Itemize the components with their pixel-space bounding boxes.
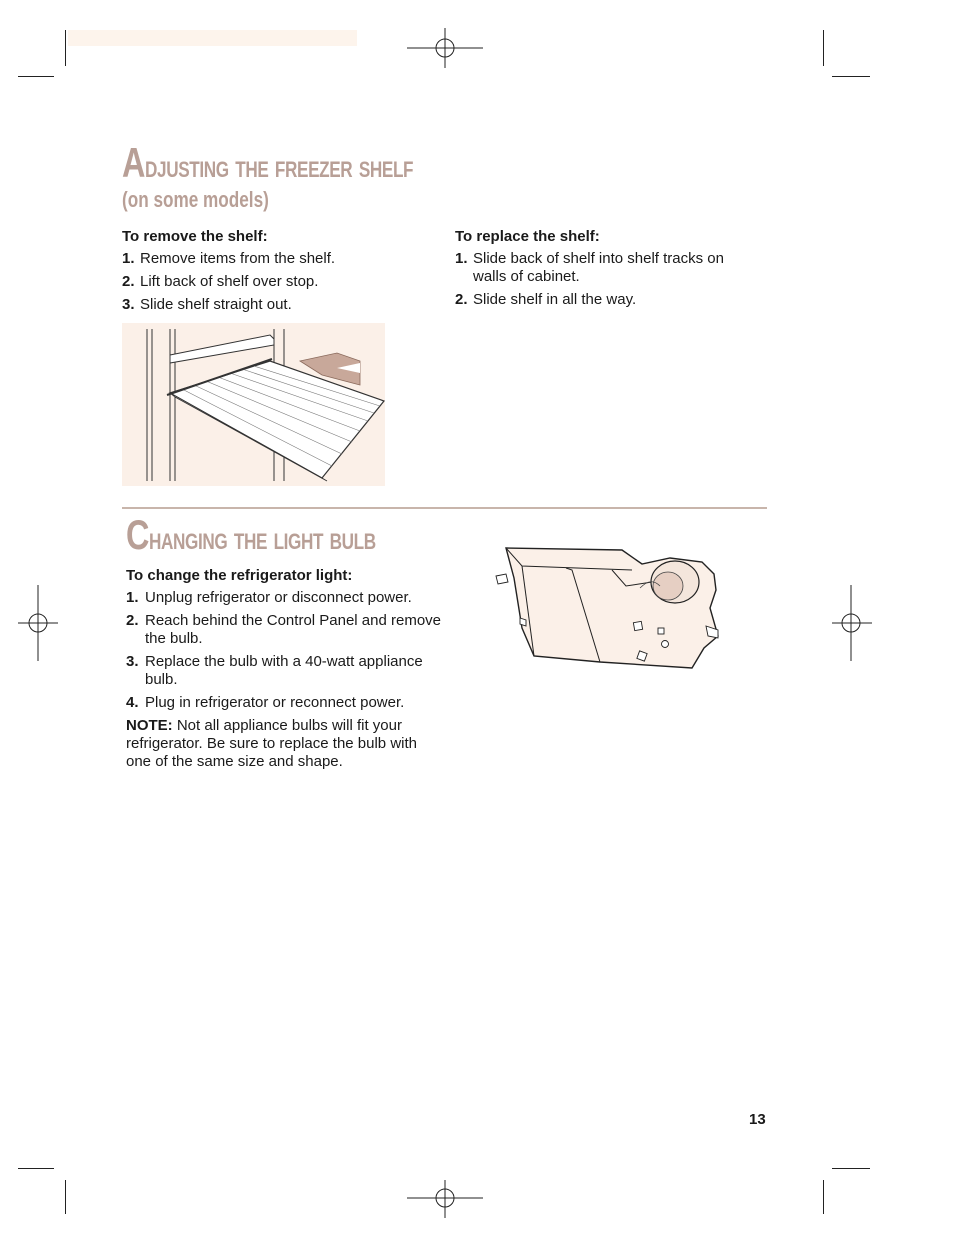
replace-shelf-instructions <box>455 228 755 314</box>
list-item: 3. Replace the bulb with a 40-watt appliance bulb. <box>126 653 423 688</box>
list-item: 4. Plug in refrigerator or reconnect power. <box>126 694 405 711</box>
header-tint-bar <box>68 30 357 46</box>
remove-shelf-instructions <box>122 228 422 319</box>
section-title-freezer: Adjusting the freezer shelf <box>122 139 414 186</box>
bulb-note: NOTE: Not all appliance bulbs will fit your refrigerator. Be sure to replace the bulb with one of the same size and shape. <box>126 717 417 770</box>
list-item: 1. Remove items from the shelf. <box>122 250 336 267</box>
section-subtitle-freezer: (on some models) <box>122 187 269 212</box>
list-item: 2. Lift back of shelf over stop. <box>122 273 319 290</box>
page-number: 13 <box>749 1111 766 1128</box>
light-bulb-instructions <box>126 567 446 771</box>
registration-mark-bottom <box>405 1180 485 1220</box>
light-bulb-heading: To change the refrigerator light: <box>126 567 353 584</box>
light-housing-illustration <box>492 544 728 672</box>
section-divider <box>122 507 767 509</box>
registration-mark-right <box>832 585 872 661</box>
section-title-light-bulb: Changing the light bulb <box>126 511 376 558</box>
registration-mark-left <box>18 585 58 661</box>
list-item: 1. Slide back of shelf into shelf tracks on walls of cabinet. <box>455 250 724 285</box>
replace-shelf-heading: To replace the shelf: <box>455 228 600 245</box>
remove-shelf-heading: To remove the shelf: <box>122 228 268 245</box>
list-item: 1. Unplug refrigerator or disconnect power. <box>126 589 412 606</box>
freezer-shelf-illustration <box>122 323 385 486</box>
registration-mark-top <box>405 28 485 68</box>
list-item: 2. Slide shelf in all the way. <box>455 291 637 308</box>
list-item: 3. Slide shelf straight out. <box>122 296 292 313</box>
list-item: 2. Reach behind the Control Panel and remove the bulb. <box>126 612 442 647</box>
